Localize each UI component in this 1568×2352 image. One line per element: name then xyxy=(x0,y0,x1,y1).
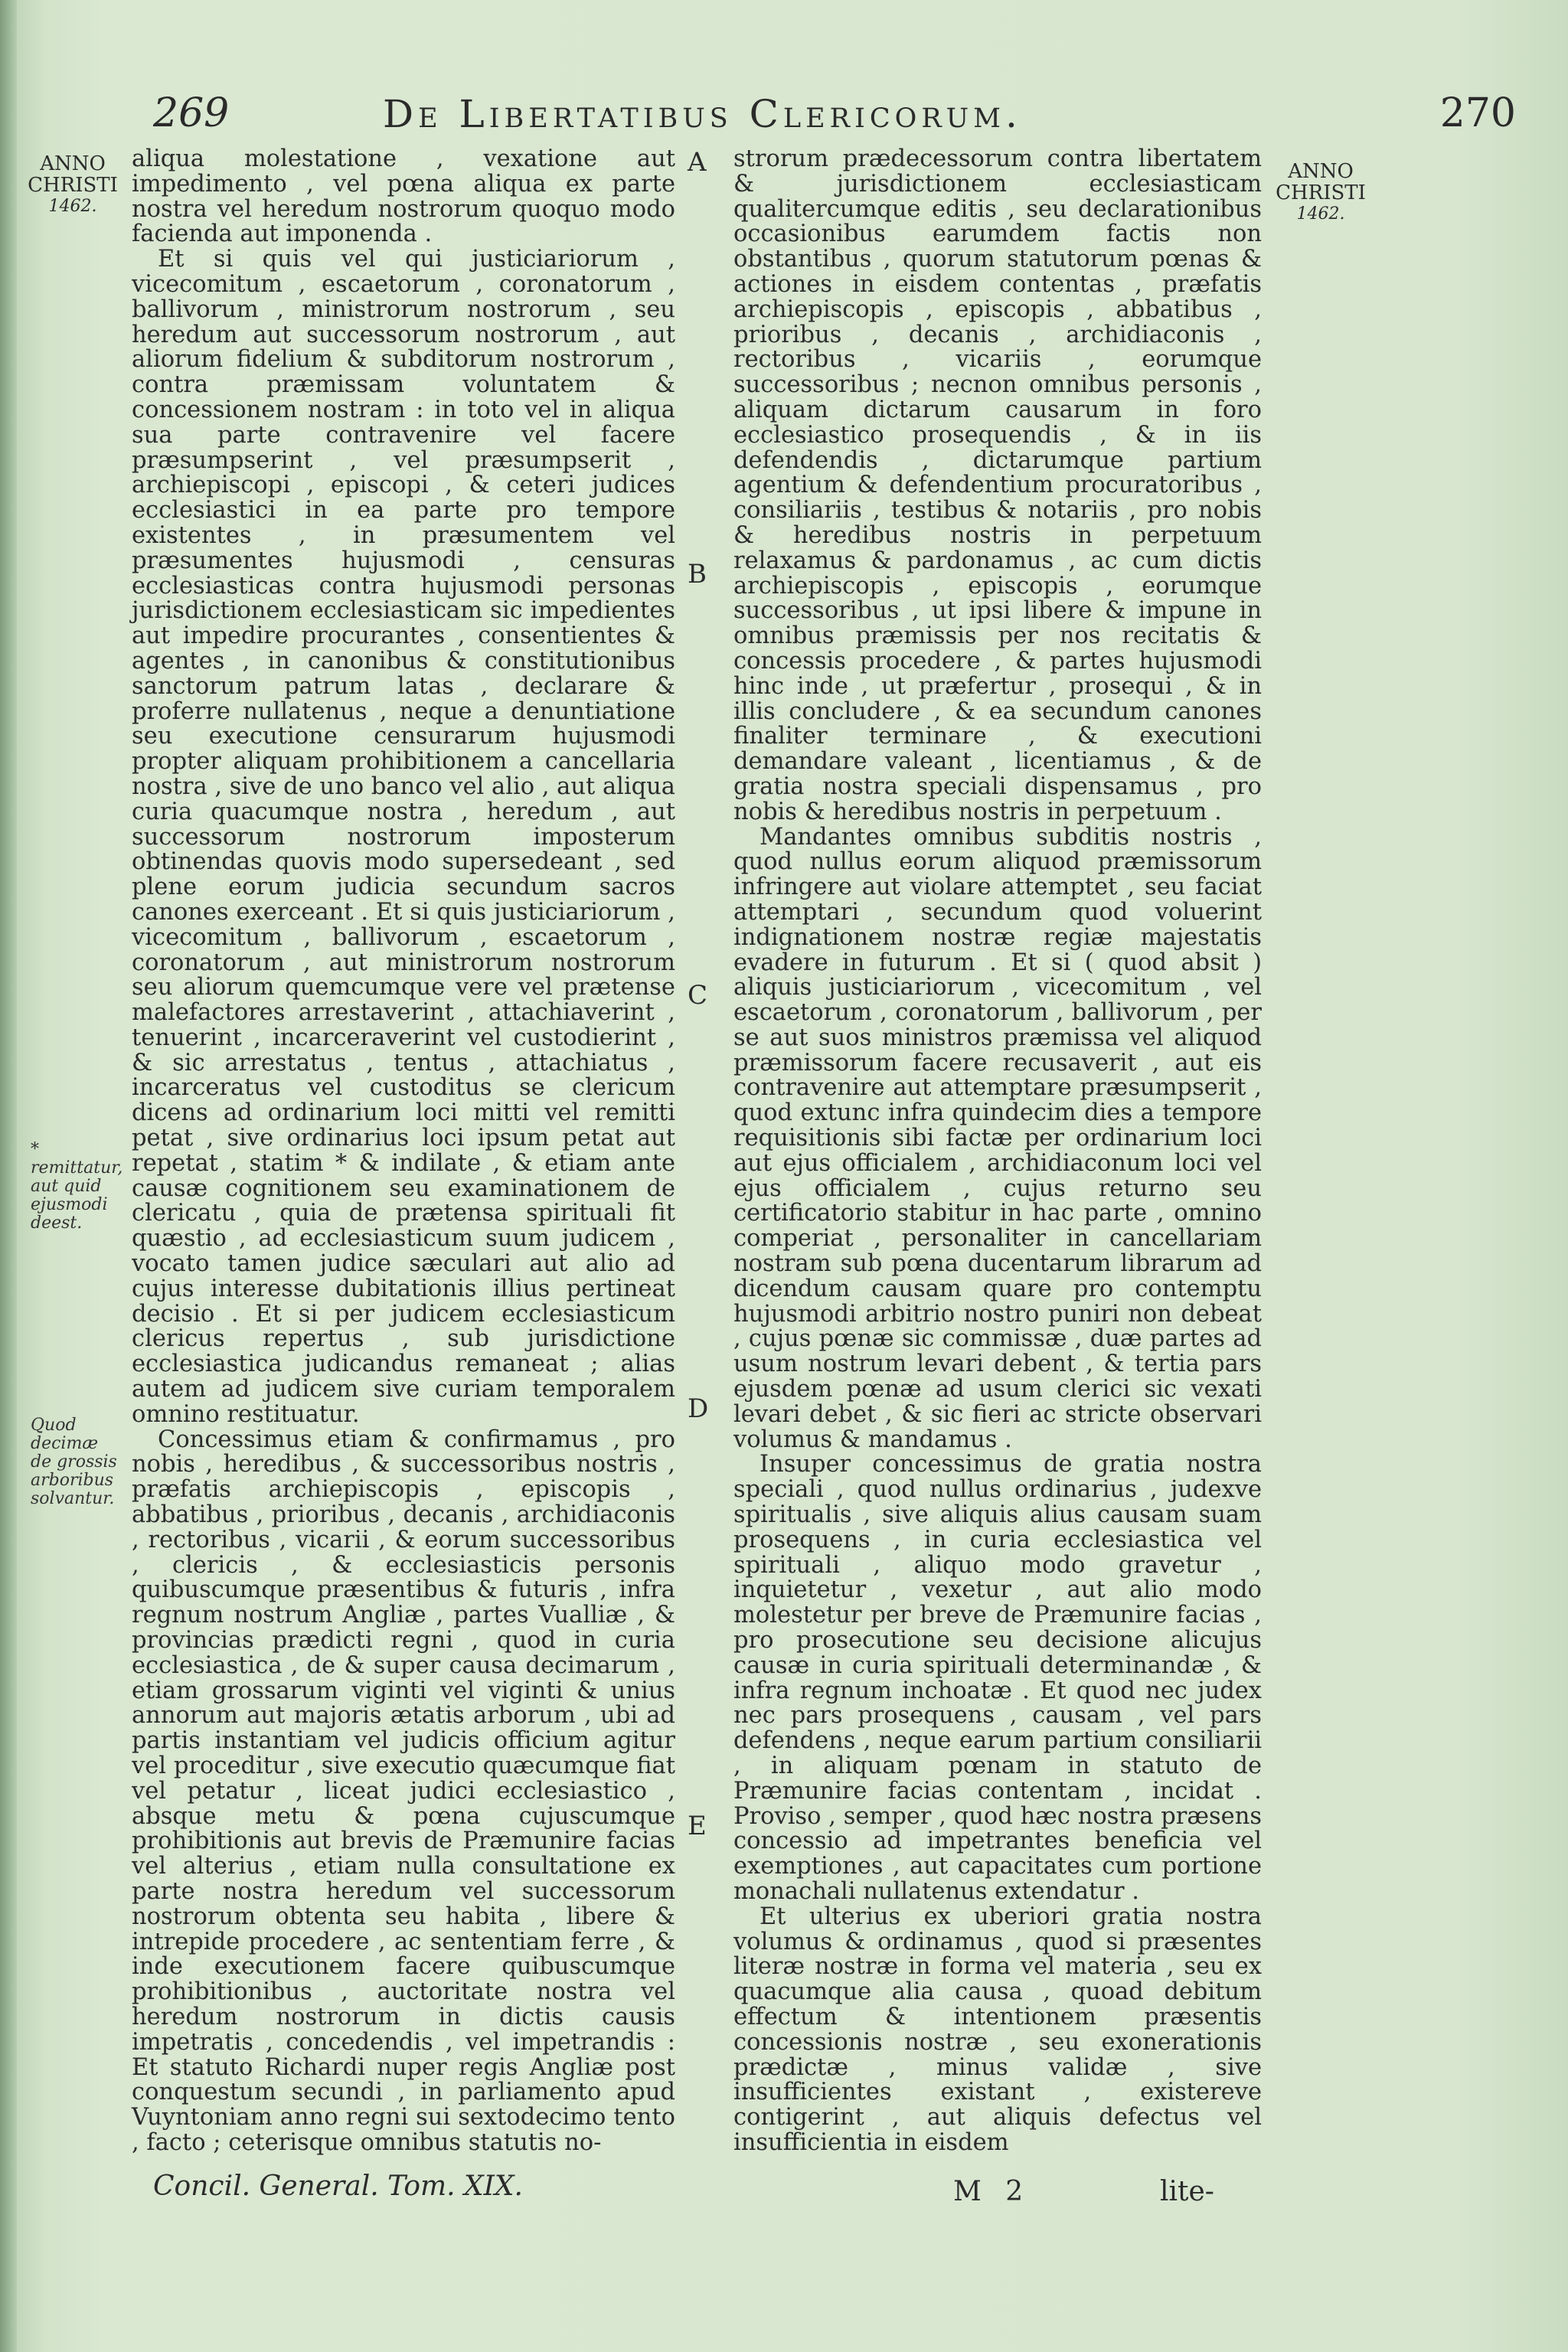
section-letter-a: A xyxy=(688,147,707,178)
anno-label: ANNO xyxy=(1288,160,1354,183)
signature-mark: M 2 xyxy=(953,2176,1031,2207)
paragraph: strorum prædecessorum contra libertatem & jurisdictionem ecclesiasticam qualitercumque editis , seu declarationibus occasionibus earumdem factis non obstantibus , quorum statutorum pœnas & actiones in eisdem contentas , præfatis archiepiscopis , episcopis , abbatibus , prioribus , decanis , archidiaconis , rectoribus , vicariis , eorumque successoribus ; necnon omnibus personis , aliquam dictarum causarum in foro ecclesiastico prosequendis , & in iis defendendis , dictarumque partium agentium & defendentium procuratoribus , consiliariis , testibus & notariis , pro nobis & heredibus nostris in perpetuum relaxamus & pardonamus , ac cum dictis archiepiscopis , episcopis , eorumque successoribus , ut ipsi libere & impune in omnibus præmissis per nos recitatis & concessis procedere , & partes hujusmodi hinc inde , ut præfertur , prosequi , & in illis concludere , & ea secundum canones finaliter terminare , & executioni demandare valeant , licentiamus , & de gratia nostra speciali dispensamus , pro nobis & heredibus nostris in perpetuum . xyxy=(733,145,1262,825)
running-title: De Libertatibus Clericorum. xyxy=(383,92,1022,136)
page-number-right: 270 xyxy=(1439,90,1516,136)
christi-label: CHRISTI xyxy=(1276,181,1366,204)
section-letter-b: B xyxy=(688,559,707,590)
christi-label: CHRISTI xyxy=(28,174,118,197)
left-column xyxy=(132,147,675,2156)
section-letter-e: E xyxy=(688,1811,707,1841)
paragraph: Et ulterius ex uberiori gratia nostra volumus & ordinamus , quod si præsentes literæ nostræ in forma vel materia , seu ex quacumque alia causa , quoad debitum effectum & intentionem præsentis concessionis nostræ , seu exonerationis prædictæ , minus validæ , sive insufficientes existant , existereve contigerint , aut aliquis defectus vel insufficientia in eisdem xyxy=(733,1903,1262,2156)
right-column xyxy=(733,147,1262,2156)
page-number-left: 269 xyxy=(153,90,230,136)
section-letter-c: C xyxy=(688,980,708,1011)
paragraph: Concessimus etiam & confirmamus , pro nobis , heredibus , & successoribus nostris , præfatis archiepiscopis , episcopis , abbatibus , prioribus , decanis , archidiaconis , rectoribus , vicarii , & eorum successoribus , clericis , & ecclesiasticis personis quibuscumque præsentibus & futuris , infra regnum nostrum Angliæ , partes Vualliæ , & provincias prædicti regni , quod in curia ecclesiastica , de & super causa decimarum , etiam grossarum viginti vel viginti & unius annorum aut majoris ætatis arborum , ubi ad partis instantiam vel judicis officium agitur vel proceditur , sive executio quæcumque fiat vel petatur , liceat judici ecclesiastico , absque metu & pœna cujuscumque prohibitionis aut brevis de Præmunire facias vel alterius , etiam nulla consultatione ex parte nostra heredum vel successorum nostrorum obtenta seu habita , libere & intrepide procedere , ac sententiam ferre , & inde executionem facere quibuscumque prohibitionibus , auctoritate nostra vel heredum nostrorum in dictis causis impetratis , concedendis , vel impetrandis : Et statuto Richardi nuper regis Angliæ post conquestum secundi , in parliamento apud Vuyntoniam anno regni sui sextodecimo tento , facto ; ceterisque omnibus statutis no- xyxy=(132,1426,675,2156)
paragraph: Insuper concessimus de gratia nostra speciali , quod nullus ordinarius , judexve spiritualis , sive aliquis alius causam suam prosequens , in curia ecclesiastica vel spirituali , aliquo modo gravetur , inquietetur , vexetur , aut alio modo molestetur per breve de Præmunire facias , pro prosecutione seu decisione alicujus causæ in curia spirituali determinandæ , & infra regnum inchoatæ . Et quod nec judex nec pars prosequens , causam , vel pars defendens , neque earum partium consiliarii , in aliquam pœnam in statuto de Præmunire facias contentam , incidat . Proviso , semper , quod hæc nostra præsens concessio ad impetrantes beneficia vel exemptiones , aut capacitates cum portione monachali nullatenus extendatur . xyxy=(733,1451,1262,1905)
page-header xyxy=(138,84,1516,145)
paragraph: Et si quis vel qui justiciariorum , vicecomitum , escaetorum , coronatorum , ballivorum , ministrorum nostrorum , seu heredum aut successorum nostrorum , aut aliorum fidelium & subditorum nostrorum , contra præmissam voluntatem & concessionem nostram : in toto vel in aliqua sua parte contravenire vel facere præsumpserint , vel præsumpserit , archiepiscopi , episcopi , & ceteri judices ecclesiastici in ea parte pro tempore existentes , in præsumentem vel præsumentes hujusmodi , censuras ecclesiasticas contra hujusmodi personas jurisdictionem ecclesiasticam sic impedientes aut impedire procurantes , consentientes & agentes , in canonibus & constitutionibus sanctorum patrum latas , declarare & proferre nullatenus , neque a denuntiatione seu executione censurarum hujusmodi propter aliquam prohibitionem a cancellaria nostra , sive de uno banco vel alio , aut aliqua curia quacumque nostra , heredum , aut successorum nostrorum imposterum obtinendas quovis modo supersedeant , sed plene eorum judicia secundum sacros canones exerceant . Et si quis justiciariorum , vicecomitum , ballivorum , escaetorum , coronatorum , aut ministrorum nostrorum seu aliorum quemcumque vere vel prætense malefactores arrestaverint , attachiaverint , tenuerint , incarceraverint vel custodierint , & sic arrestatus , tentus , attachiatus , incarceratus vel custoditus se clericum dicens ad ordinarium loci mitti vel remitti petat , sive ordinarius loci ipsum petat aut repetat , statim * & indilate , & etiam ante causæ cognitionem seu examinationem de clericatu , quia de prætensa spirituali fit quæstio , ad ecclesiasticum suum judicem , vocato tamen judice sæculari aut alio ad cujus interesse dubitationis illius pertineat decisio . Et si per judicem ecclesiasticum clericus repertus , sub jurisdictione ecclesiastica judicandus remaneat ; alias autem ad judicem sive curiam temporalem omnino restituatur. xyxy=(132,246,675,1428)
gutter-shadow xyxy=(0,0,17,2352)
side-note-decimae: Quod decimæ de grossis arboribus solvantur. xyxy=(31,1416,117,1508)
margin-year-right xyxy=(1271,161,1370,225)
year-label: 1462. xyxy=(1296,204,1345,224)
volume-label: Concil. General. Tom. XIX. xyxy=(153,2171,523,2202)
section-letter-d: D xyxy=(688,1393,709,1424)
anno-label: ANNO xyxy=(40,152,106,175)
year-label: 1462. xyxy=(48,197,97,216)
catchword: lite- xyxy=(1160,2176,1214,2207)
side-note-remittatur: * remittatur, aut quid ejusmodi deest. xyxy=(31,1140,123,1233)
margin-year-left xyxy=(23,153,122,217)
paragraph: Mandantes omnibus subditis nostris , quod nullus eorum aliquod præmissorum infringere aut violare attemptet , seu faciat attemptari , secundum quod voluerint indignationem nostræ regiæ majestatis evadere in futurum . Et si ( quod absit ) aliquis justiciariorum , vicecomitum , vel escaetorum , coronatorum , ballivorum , per se aut suos ministros præmissa vel aliquod præmissorum facere recusaverit , aut eis contravenire aut attemptare præsumpserit , quod extunc infra quindecim dies a tempore requisitionis sibi factæ per ordinarium loci aut ejus officialem , archidiaconum loci vel ejus officialem , cujus returno seu certificatorio stabitur in hac parte , omnino comperiat , personaliter in cancellariam nostram sub pœna ducentarum librarum ad dicendum causam quare pro contemptu hujusmodi arbitrio nostro puniri non debeat , cujus pœnæ sic commissæ , duæ partes ad usum nostrum levari debent , & tertia pars ejusdem pœnæ ad usum clerici sic vexati levari debet , & sic fieri ac stricte observari volumus & mandamus . xyxy=(733,823,1262,1453)
paragraph: aliqua molestatione , vexatione aut impedimento , vel pœna aliqua ex parte nostra vel heredum nostrorum quoquo modo facienda aut imponenda . xyxy=(132,145,675,248)
volume-footer xyxy=(153,2171,523,2202)
